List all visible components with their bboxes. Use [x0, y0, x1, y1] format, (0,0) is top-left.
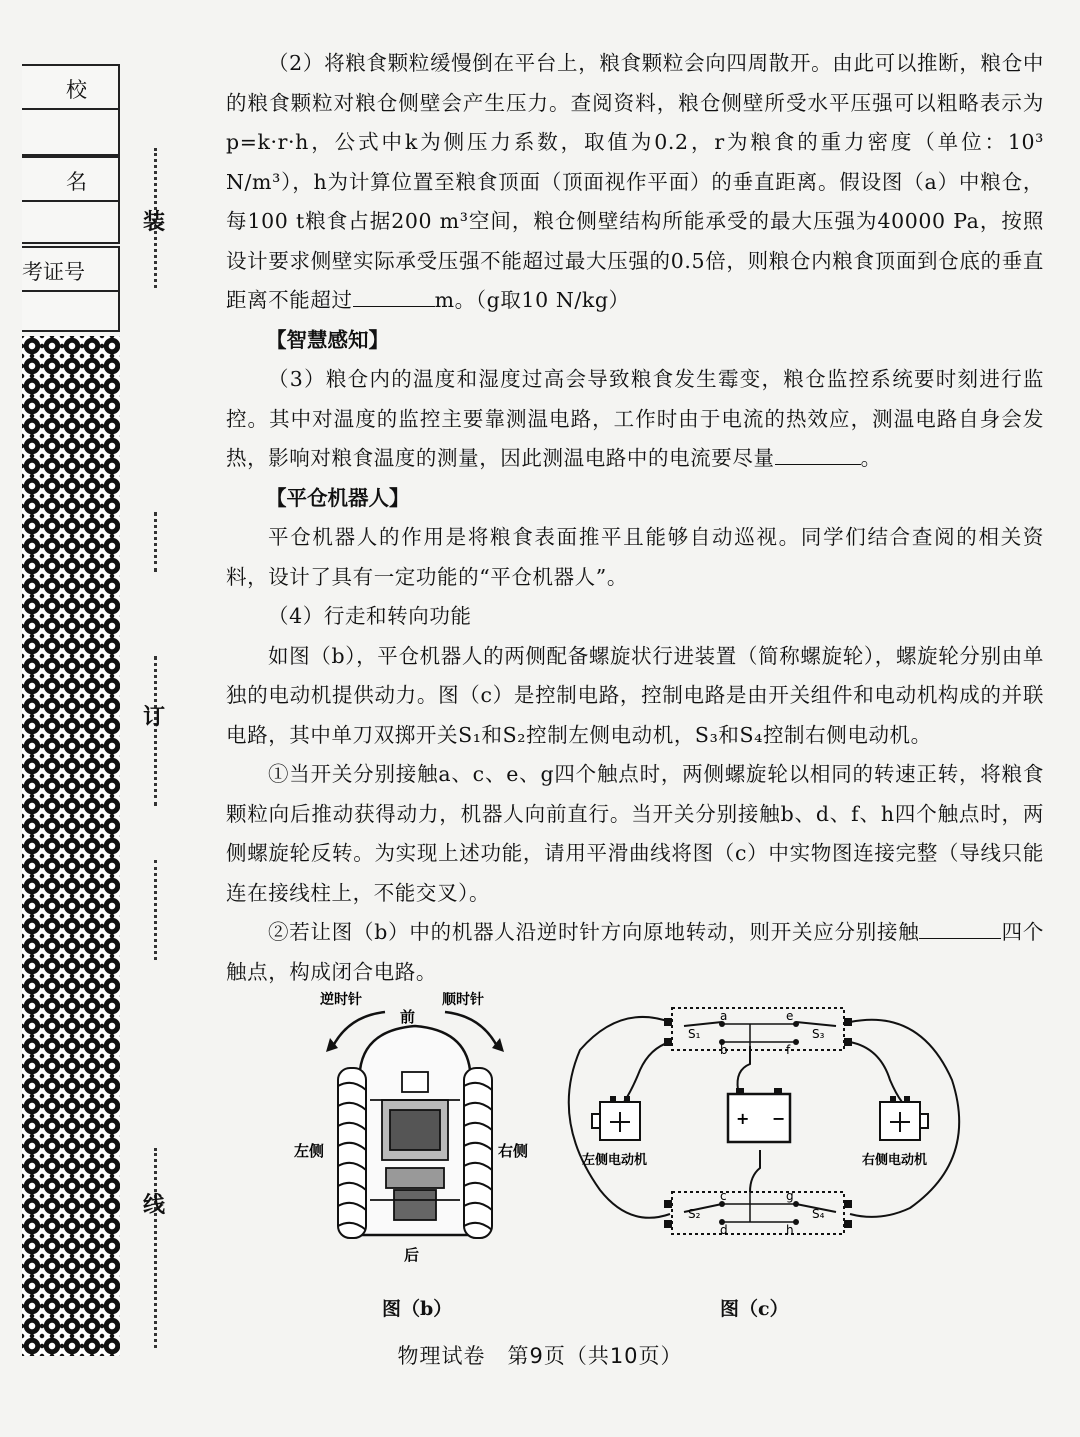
label-f: f — [786, 1043, 791, 1057]
wire-top-battery — [738, 1046, 751, 1090]
name-label: 名 — [66, 170, 87, 194]
wire-s1-motor — [624, 1042, 670, 1102]
question-4-description: 如图（b），平仓机器人的两侧配备螺旋状行进装置（简称螺旋轮），螺旋轮分别由单独的电动机提供动力。图（c）是控制电路，控制电路是由开关组件和电动机构成的并联电路，其中单刀双掷开关S₁和S₂控制左侧电动机，S₃和S₄控制右侧电动机。 — [226, 643, 1044, 747]
answer-blank-q2[interactable] — [353, 284, 435, 307]
label-s1: S₁ — [688, 1027, 701, 1041]
answer-blank-q3[interactable] — [775, 442, 861, 465]
question-4-part-2-text: ②若让图（b）中的机器人沿逆时针方向原地转动，则开关应分别接触 — [268, 920, 920, 944]
contact-e[interactable] — [793, 1021, 799, 1027]
terminal-icon[interactable] — [664, 1200, 672, 1208]
terminal-icon[interactable] — [844, 1018, 852, 1026]
label-d: d — [720, 1223, 728, 1237]
battery-negative-terminal[interactable] — [774, 1088, 782, 1094]
figure-b-caption: 图（b） — [382, 1298, 453, 1320]
question-3-end: 。 — [860, 446, 882, 470]
binding-char-zhuang: 装 — [143, 210, 166, 235]
battery-positive-terminal[interactable] — [736, 1088, 744, 1094]
figure-c-caption: 图（c） — [720, 1298, 789, 1320]
terminal-icon[interactable] — [844, 1220, 852, 1228]
label-a: a — [720, 1009, 728, 1023]
heading-smart-sensing: 【智慧感知】 — [266, 327, 389, 352]
label-e: e — [786, 1009, 794, 1023]
left-spiral-wheel-icon — [338, 1068, 366, 1238]
binding-dotted-line — [154, 512, 157, 572]
label-s2: S₂ — [688, 1207, 701, 1221]
answer-blank-q4[interactable] — [919, 916, 1001, 939]
figure-b-robot — [290, 990, 540, 1270]
label-back: 后 — [404, 1246, 420, 1264]
terminal-icon[interactable] — [664, 1038, 672, 1046]
label-ccw: 逆时针 — [320, 992, 362, 1008]
terminal-icon[interactable] — [664, 1220, 672, 1228]
terminal-icon[interactable] — [844, 1200, 852, 1208]
page-footer: 物理试卷 第9页（共10页） — [397, 1344, 683, 1368]
right-spiral-wheel-icon — [464, 1068, 492, 1238]
label-h: h — [786, 1223, 794, 1237]
question-3-text: （3）粮仓内的温度和湿度过高会导致粮食发生霉变，粮仓监控系统要时刻进行监控。其中对温度的监控主要靠测温电路，工作时由于电流的热效应，测温电路自身会发热，影响对粮食温度的测量，因此测温电路中的电流要尽量 — [226, 367, 1044, 470]
binding-char-ding: 订 — [143, 705, 166, 730]
question-4-part-2-end: 四个触点，构成闭合电路。 — [226, 920, 1044, 984]
label-g: g — [786, 1189, 794, 1203]
label-left-motor: 左侧电动机 — [582, 1153, 648, 1168]
school-field-divider — [22, 108, 120, 110]
question-3 — [226, 360, 1044, 479]
question-content — [226, 44, 1044, 992]
question-2 — [226, 44, 1044, 321]
school-label: 校 — [66, 78, 87, 102]
binding-dotted-line — [154, 860, 157, 960]
binding-dotted-line — [154, 656, 157, 806]
contact-f[interactable] — [793, 1039, 799, 1045]
heading-robot: 【平仓机器人】 — [266, 485, 410, 510]
label-c: c — [720, 1189, 727, 1203]
question-2-text: （2）将粮食颗粒缓慢倒在平台上，粮食颗粒会向四周散开。由此可以推断，粮仓中的粮食颗粒对粮仓侧壁会产生压力。查阅资料，粮仓侧壁所受水平压强可以粗略表示为p=k·r·h，公式中k为侧压力系数，取值为0.2，r为粮食的重力密度（单位：10³ N/m³），h为计算位置至粮食顶面（顶面视作平面）的垂直距离。假设图（a）中粮仓，每100 t粮食占据200 m³空间，粮仓侧壁结构所能承受的最大压强为40000 Pa，按照设计要求侧壁实际承受压强不能超过最大压强的0.5倍，则粮仓内粮食顶面到仓底的垂直距离不能超过 — [226, 51, 1044, 312]
question-2-end: m。（g取10 N/kg） — [434, 288, 630, 312]
wire-battery-bottom — [750, 1150, 760, 1192]
name-field-divider — [22, 200, 120, 202]
question-4-part-2 — [226, 913, 1044, 992]
label-s3: S₃ — [812, 1027, 825, 1041]
robot-intro: 平仓机器人的作用是将粮食表面推平且能够自动巡视。同学们结合查阅的相关资料，设计了具有一定功能的“平仓机器人”。 — [226, 525, 1044, 589]
contact-h[interactable] — [793, 1219, 799, 1225]
label-right-side: 右侧 — [498, 1142, 529, 1160]
figure-c-circuit — [560, 990, 980, 1250]
s3-blade[interactable] — [796, 1022, 836, 1026]
label-b: b — [720, 1043, 728, 1057]
question-4-title: （4）行走和转向功能 — [268, 604, 472, 628]
s1-blade[interactable] — [684, 1022, 722, 1026]
right-motor-icon[interactable] — [880, 1096, 928, 1140]
question-4-part-1: ①当开关分别接触a、c、e、g四个触点时，两侧螺旋轮以相同的转速正转，将粮食颗粒向后推动获得动力，机器人向前直行。当开关分别接触b、d、f、h四个触点时，两侧螺旋轮反转。为实现上述功能，请用平滑曲线将图（c）中实物图连接完整（导线只能连在接线柱上，不能交叉）。 — [226, 762, 1044, 905]
binding-dotted-line — [154, 1148, 157, 1348]
id-field-divider — [22, 290, 120, 292]
battery-minus-label: − — [772, 1109, 786, 1128]
label-left-side: 左侧 — [294, 1142, 325, 1160]
label-right-motor: 右侧电动机 — [862, 1153, 928, 1168]
binding-char-xian: 线 — [143, 1193, 166, 1218]
contact-g[interactable] — [793, 1201, 799, 1207]
label-s4: S₄ — [812, 1207, 825, 1221]
battery-plus-label: + — [736, 1109, 750, 1128]
terminal-icon[interactable] — [664, 1018, 672, 1026]
terminal-icon[interactable] — [844, 1038, 852, 1046]
label-cw: 顺时针 — [442, 992, 484, 1008]
wire-s3-motor — [850, 1042, 902, 1102]
id-label: 考证号 — [22, 260, 85, 284]
decorative-border-pattern — [22, 336, 120, 1356]
left-motor-icon[interactable] — [592, 1096, 640, 1140]
label-front: 前 — [400, 1008, 416, 1026]
